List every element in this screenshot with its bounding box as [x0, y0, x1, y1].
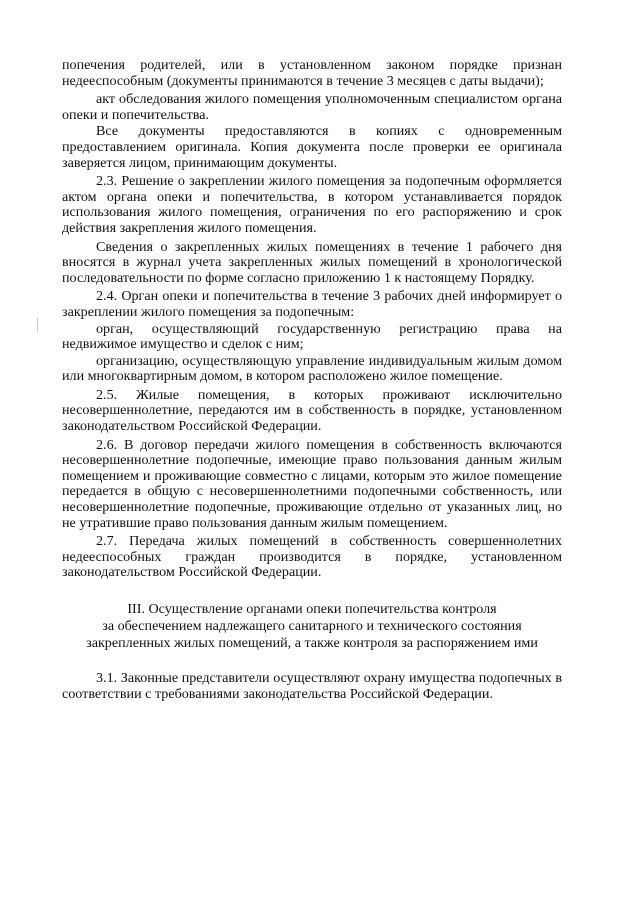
paragraph-2-3-decision: 2.3. Решение о закреплении жилого помещения за подопечным оформляется актом органа опеки и попечительства, в котором устанавливается порядок использования жилого помещения, ограничения по его распоряжению и срок действия закрепления жилого помещения. [62, 173, 562, 236]
paragraph-2-6-transfer-agreement: 2.6. В договор передачи жилого помещения в собственность включаются несовершеннолетние подопечные, имеющие право пользования данным жилым помещением и проживающие совместно с лицами, которым это жилое помещение передается в общую с несовершеннолетними подопечными собственность, или несовершеннолетние подопечные, проживающие отдельно от указанных лиц, но не утратившие право пользования данным жилым помещением. [62, 436, 562, 531]
paragraph-2-4-notification: 2.4. Орган опеки и попечительства в течение 3 рабочих дней информирует о закреплении жилого помещения за подопечным: [62, 288, 562, 320]
document-body [62, 58, 562, 702]
section-3-heading [62, 601, 562, 652]
section-heading-line-1: III. Осуществление органами опеки попечительства контроля [127, 601, 497, 617]
section-heading-line-2: за обеспечением надлежащего санитарного и технического состояния [102, 618, 522, 634]
paragraph-guardianship-continuation: попечения родителей, или в установленном законом порядке признан недееспособным (документы принимаются в течение 3 месяцев с даты выдачи); [62, 57, 562, 89]
paragraph-management-organization: организацию, осуществляющую управление индивидуальным жилым домом или многоквартирным домом, в котором расположено жилое помещение. [62, 352, 562, 385]
paragraph-document-copies: Все документы предоставляются в копиях с одновременным предоставлением оригинала. Копия документа после проверки ее оригинала заверяется лицом, принимающим документы. [62, 123, 562, 171]
paragraph-2-7-incapacitated-citizens: 2.7. Передача жилых помещений в собственность совершеннолетних недееспособных граждан производится в порядке, установленном законодательством Российской Федерации. [62, 533, 562, 581]
paragraph-2-5-ownership: 2.5. Жилые помещения, в которых проживают исключительно несовершеннолетние, передаются им в собственность в порядке, установленном законодательством Российской Федерации. [62, 386, 562, 435]
scan-artifact-mark [37, 318, 38, 332]
paragraph-registration-body: орган, осуществляющий государственную регистрацию права на недвижимое имущество и сделок с ним; [62, 320, 562, 353]
paragraph-journal-records: Сведения о закрепленных жилых помещениях в течение 1 рабочего дня вносятся в журнал учета закрепленных жилых помещений в хронологической последовательности по форме согласно приложению 1 к настоящему Порядку. [62, 238, 562, 286]
section-heading-line-3: закрепленных жилых помещений, а также контроля за распоряжением ими [86, 635, 538, 651]
paragraph-inspection-act: акт обследования жилого помещения уполномоченным специалистом органа опеки и попечительства. [62, 91, 562, 123]
paragraph-3-1-property-protection: 3.1. Законные представители осуществляют охрану имущества подопечных в соответствии с требованиями законодательства Российской Федерации. [62, 670, 562, 702]
